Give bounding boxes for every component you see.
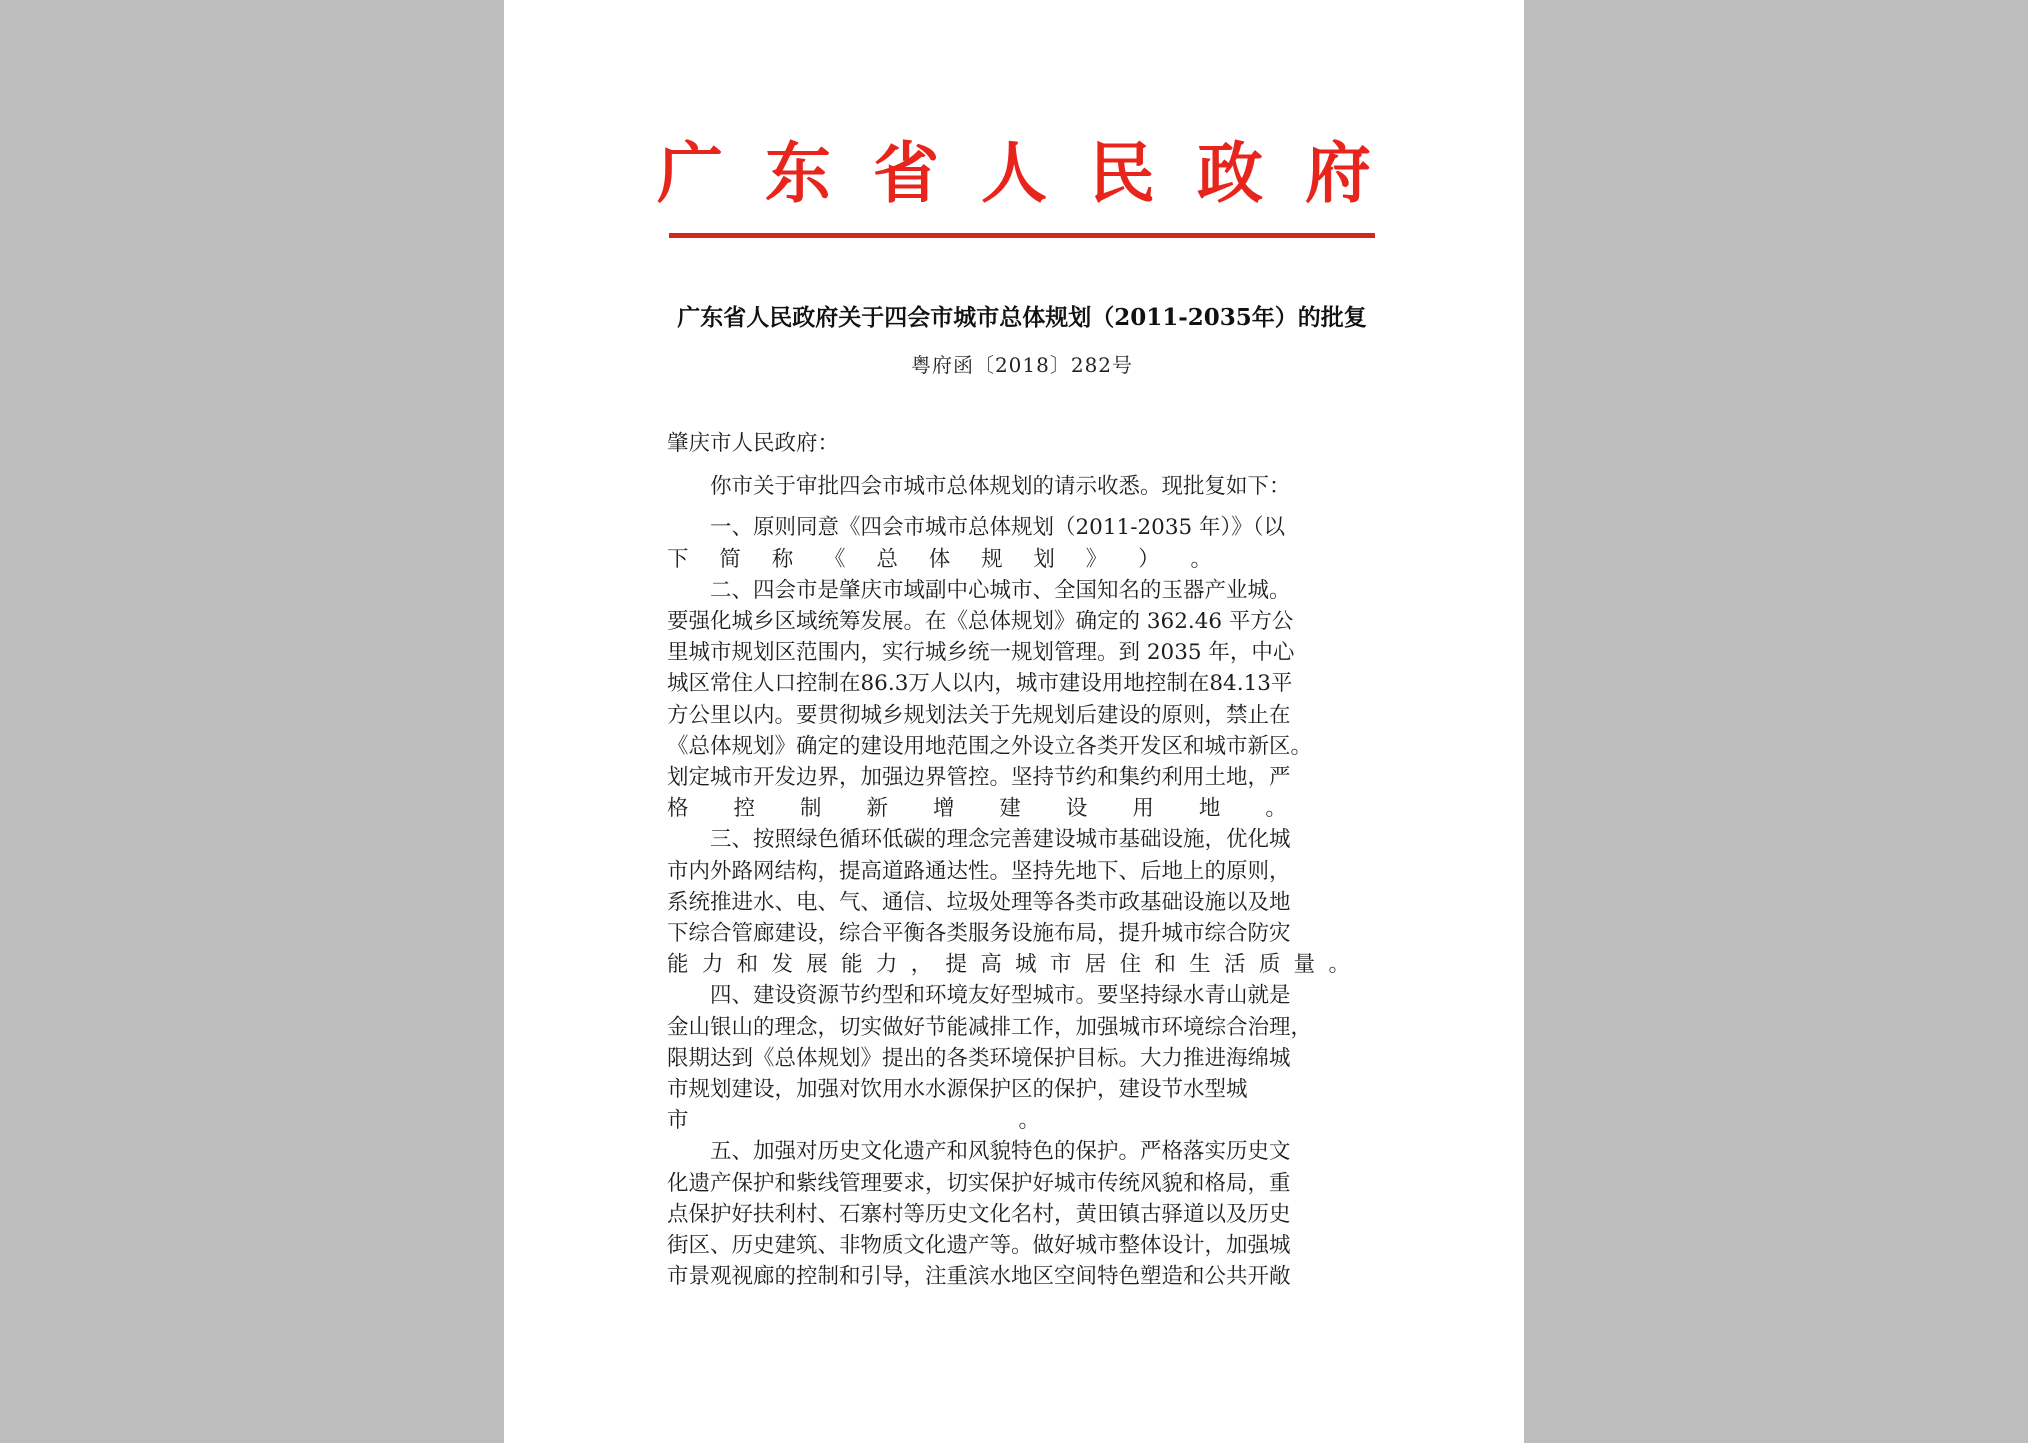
paragraph-line-spaced: 格 控 制 新 增 建 设 用 地 。 xyxy=(667,796,1287,822)
paragraph-line-spaced: 能 力 和 发 展 能 力 ， 提 高 城 市 居 住 和 生 活 质 量 。 xyxy=(667,952,1350,978)
paragraph-line: 点保护好扶利村、石寨村等历史文化名村，黄田镇古驿道以及历史 xyxy=(667,1201,1291,1227)
paragraph-line: 城区常住人口控制在86.3万人以内，城市建设用地控制在84.13平 xyxy=(667,671,1293,697)
paragraph-line: 四、建设资源节约型和环境友好型城市。要坚持绿水青山就是 xyxy=(710,983,1291,1009)
paragraph-line: 划定城市开发边界，加强边界管控。坚持节约和集约利用土地，严 xyxy=(667,765,1291,791)
red-separator-line xyxy=(669,233,1375,238)
masthead-title: 广东省人民政府 xyxy=(657,134,1413,212)
paragraph-line: 里城市规划区范围内，实行城乡统一规划管理。到 2035 年，中心 xyxy=(667,640,1295,666)
document-title: 广东省人民政府关于四会市城市总体规划（2011-2035年）的批复 xyxy=(677,304,1367,331)
paragraph-line: 三、按照绿色循环低碳的理念完善建设城市基础设施，优化城 xyxy=(710,827,1291,853)
paragraph-line: 化遗产保护和紫线管理要求，切实保护好城市传统风貌和格局，重 xyxy=(667,1170,1291,1196)
paragraph-line: 市 。 xyxy=(667,1108,1041,1134)
paragraph-3 xyxy=(667,824,1373,980)
paragraph-line: 二、四会市是肇庆市域副中心城市、全国知名的玉器产业城。 xyxy=(710,577,1291,603)
salutation: 肇庆市人民政府： xyxy=(667,431,840,456)
paragraph-line: 下综合管廊建设，综合平衡各类服务设施布局，提升城市综合防灾 xyxy=(667,921,1291,947)
paragraph-5 xyxy=(667,1136,1373,1292)
paragraph-line-spaced: 下 简 称 《 总 体 规 划 》 ） 。 xyxy=(667,546,1212,572)
paragraph-line: 《总体规划》确定的建设用地范围之外设立各类开发区和城市新区。 xyxy=(667,733,1313,759)
paragraph-line: 方公里以内。要贯彻城乡规划法关于先规划后建设的原则，禁止在 xyxy=(667,702,1291,728)
document-body xyxy=(667,428,1373,1292)
paragraph-line: 五、加强对历史文化遗产和风貌特色的保护。严格落实历史文 xyxy=(710,1139,1291,1165)
paragraph-line: 系统推进水、电、气、通信、垃圾处理等各类市政基础设施以及地 xyxy=(667,889,1291,915)
paragraph-1 xyxy=(667,512,1373,574)
paragraph-4 xyxy=(667,980,1373,1136)
paragraph-line: 一、原则同意《四会市城市总体规划（2011-2035 年）》（以 xyxy=(710,515,1286,541)
paragraph-line: 市景观视廊的控制和引导，注重滨水地区空间特色塑造和公共开敞 xyxy=(667,1264,1291,1290)
paragraph-2 xyxy=(667,575,1373,825)
document-page xyxy=(504,0,1524,1443)
paragraph-line: 要强化城乡区域统筹发展。在《总体规划》确定的 362.46 平方公 xyxy=(667,609,1294,635)
document-number: 粤府函〔2018〕282号 xyxy=(910,353,1134,377)
paragraph-line: 市规划建设，加强对饮用水水源保护区的保护，建设节水型城 xyxy=(667,1077,1248,1103)
paragraph-line: 街区、历史建筑、非物质文化遗产等。做好城市整体设计，加强城 xyxy=(667,1233,1291,1259)
intro-paragraph xyxy=(667,471,1373,502)
paragraph-line: 你市关于审批四会市城市总体规划的请示收悉。现批复如下： xyxy=(710,474,1291,500)
paragraph-line: 金山银山的理念，切实做好节能减排工作，加强城市环境综合治理， xyxy=(667,1014,1313,1040)
paragraph-line: 市内外路网结构，提高道路通达性。坚持先地下、后地上的原则， xyxy=(667,858,1291,884)
paragraph-line: 限期达到《总体规划》提出的各类环境保护目标。大力推进海绵城 xyxy=(667,1045,1291,1071)
